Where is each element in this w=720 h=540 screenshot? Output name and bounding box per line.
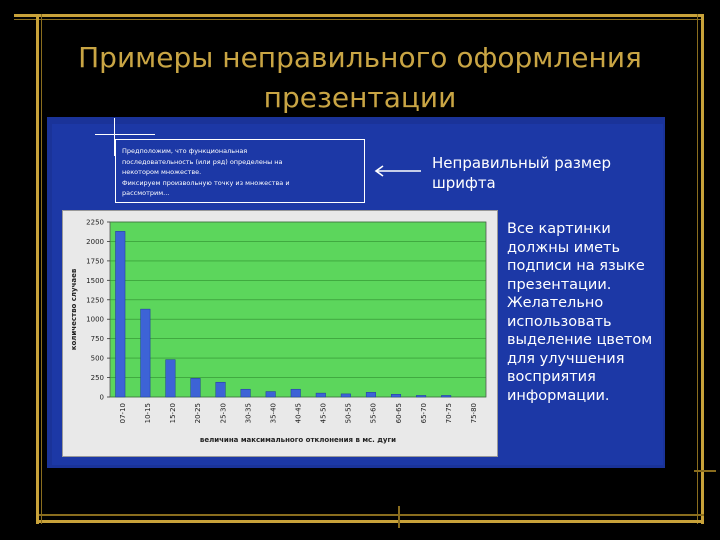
bar: [141, 309, 151, 397]
x-tick-label: 55-60: [369, 403, 378, 424]
y-tick-label: 250: [90, 374, 104, 383]
bar: [216, 382, 226, 397]
x-tick-label: 70-75: [444, 403, 453, 424]
gold-bottom-tick: [398, 506, 400, 528]
bar: [166, 360, 176, 397]
x-axis-label: величина максимального отклонения в мс. дуги: [199, 436, 397, 444]
y-tick-label: 1250: [86, 296, 104, 305]
small-text-box: [115, 139, 365, 203]
x-tick-label: 65-70: [419, 403, 428, 424]
x-tick-label: 40-45: [294, 403, 303, 424]
bar: [441, 395, 451, 397]
gold-border-right-inner: [697, 14, 698, 524]
left-arrow-icon: [373, 164, 423, 178]
bar-chart: [62, 210, 496, 455]
y-axis-label: количество случаев: [70, 268, 78, 351]
text-line: Предположим, что функциональная: [122, 147, 248, 155]
bar: [266, 392, 276, 397]
bar: [241, 389, 251, 397]
gold-border-right: [701, 14, 704, 524]
slide-title: Примеры неправильного оформления презентации: [78, 41, 642, 114]
captions-note: Все картинки должны иметь подписи на языке презентации. Желательно использовать выделение цветом для улучшения восприятия информации.: [507, 221, 653, 404]
y-tick-label: 750: [90, 335, 104, 344]
y-tick-label: 1000: [86, 315, 104, 324]
x-tick-label: 60-65: [394, 403, 403, 424]
bar: [366, 392, 376, 397]
bar: [316, 393, 326, 397]
crosshair-horizontal: [95, 134, 155, 135]
bar: [191, 378, 201, 397]
text-line: рассмотрим...: [122, 189, 170, 197]
gold-border-top: [14, 14, 704, 17]
text-line: Фиксируем произвольную точку из множества и: [122, 178, 290, 187]
y-tick-label: 2000: [86, 237, 104, 246]
x-tick-label: 15-20: [169, 403, 178, 424]
gold-border-bottom: [36, 520, 704, 523]
x-tick-label: 07-10: [119, 403, 128, 424]
gold-border-top-inner: [14, 19, 704, 20]
text-line: последовательность (или ряд) определены на: [122, 157, 283, 166]
x-tick-label: 30-35: [244, 403, 253, 424]
bar: [391, 394, 401, 397]
text-line: некотором множестве.: [122, 168, 202, 176]
x-tick-label: 35-40: [269, 403, 278, 424]
x-tick-label: 45-50: [319, 403, 328, 424]
x-tick-label: 25-30: [219, 403, 228, 424]
bar: [341, 394, 351, 397]
x-tick-label: 20-25: [194, 403, 203, 424]
bar: [116, 231, 126, 397]
y-tick-label: 1750: [86, 257, 104, 266]
y-tick-label: 500: [90, 354, 104, 363]
gold-border-bottom-inner: [36, 514, 704, 516]
bar: [416, 395, 426, 397]
x-tick-label: 75-80: [469, 403, 478, 424]
gold-border-left: [36, 14, 39, 524]
bar: [291, 389, 301, 397]
y-tick-label: 2250: [86, 218, 104, 227]
y-tick-label: 1500: [86, 276, 104, 285]
x-tick-label: 10-15: [144, 403, 153, 424]
y-tick-label: 0: [99, 393, 104, 402]
gold-right-tick: [694, 470, 716, 472]
wrong-font-size-label: Неправильный размер шрифта: [432, 154, 611, 192]
x-tick-label: 50-55: [344, 403, 353, 424]
